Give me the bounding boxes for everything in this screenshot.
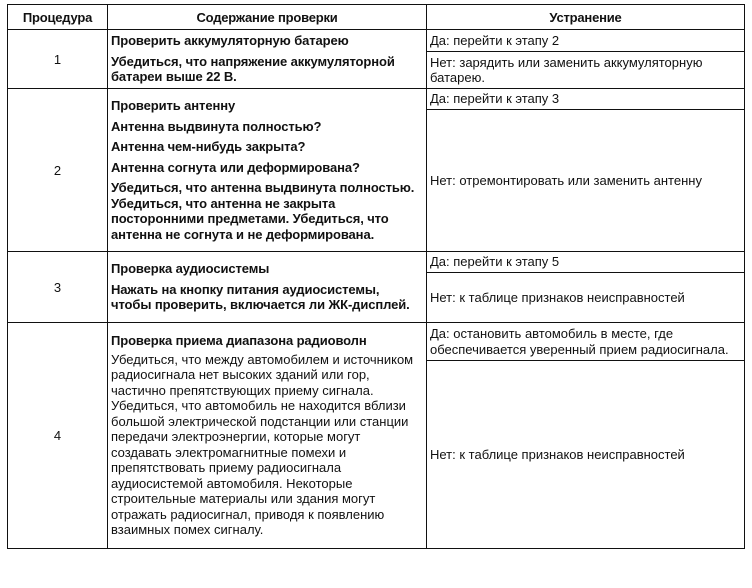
remedy-no: Нет: зарядить или заменить аккумуляторную батарею. [427,52,745,89]
header-check-content: Содержание проверки [108,5,427,30]
check-item: Убедиться, что напряжение аккумуляторной батареи выше 22 В. [111,53,395,85]
check-content [108,89,427,252]
remedy-no: Нет: к таблице признаков неисправностей [427,361,745,549]
check-item: Нажать на кнопку питания аудиосистемы, чтобы проверить, включается ли ЖК-дисплей. [111,281,410,313]
table-row [8,252,745,273]
step-number: 4 [8,323,108,549]
step-number: 1 [8,30,108,89]
remedy-no: Нет: к таблице признаков неисправностей [427,273,745,323]
diagnostic-table [7,4,745,549]
check-title: Проверить аккумуляторную батарею [111,33,349,49]
check-description: Убедиться, что между автомобилем и источником радиосигнала нет высоких зданий или гор, частично препятствующих приему сигнала. Убедиться, что автомобиль не находится вблизи большой электрической подстанции или станции передачи электроэнергии, которые могут создавать электромагнитные помехи и препятствовать приему радиосигнала аудиосистемой автомобиля. Некоторые строительные материалы или здания могут отражать радиосигнал, приводя к появлению взаимных помех сигналу. [111,351,414,538]
check-title: Проверка аудиосистемы [111,261,270,277]
remedy-yes: Да: перейти к этапу 2 [427,30,745,52]
step-number: 2 [8,89,108,252]
check-title: Проверка приема диапазона радиоволн [111,333,367,349]
header-row [8,5,745,30]
step-number: 3 [8,252,108,323]
table-row [8,30,745,52]
check-item: Убедиться, что антенна выдвинута полностью. Убедиться, что антенна не закрыта посторонними предметами. Убедиться, что антенна не согнута и не деформирована. [111,180,415,242]
remedy-yes: Да: перейти к этапу 5 [427,252,745,273]
check-content [108,323,427,549]
check-title: Проверить антенну [111,98,236,113]
remedy-yes: Да: перейти к этапу 3 [427,89,745,110]
remedy-yes: Да: остановить автомобиль в месте, где обеспечивается уверенный прием радиосигнала. [427,323,745,361]
table-row [8,89,745,110]
table-row [8,323,745,361]
remedy-no: Нет: отремонтировать или заменить антенну [427,110,745,252]
check-item: Антенна чем-нибудь закрыта? [111,139,306,154]
check-content [108,252,427,323]
check-item: Антенна согнута или деформирована? [111,159,360,175]
check-content [108,30,427,89]
header-remedy: Устранение [427,5,745,30]
check-item: Антенна выдвинута полностью? [111,118,322,134]
header-procedure: Процедура [8,5,108,30]
